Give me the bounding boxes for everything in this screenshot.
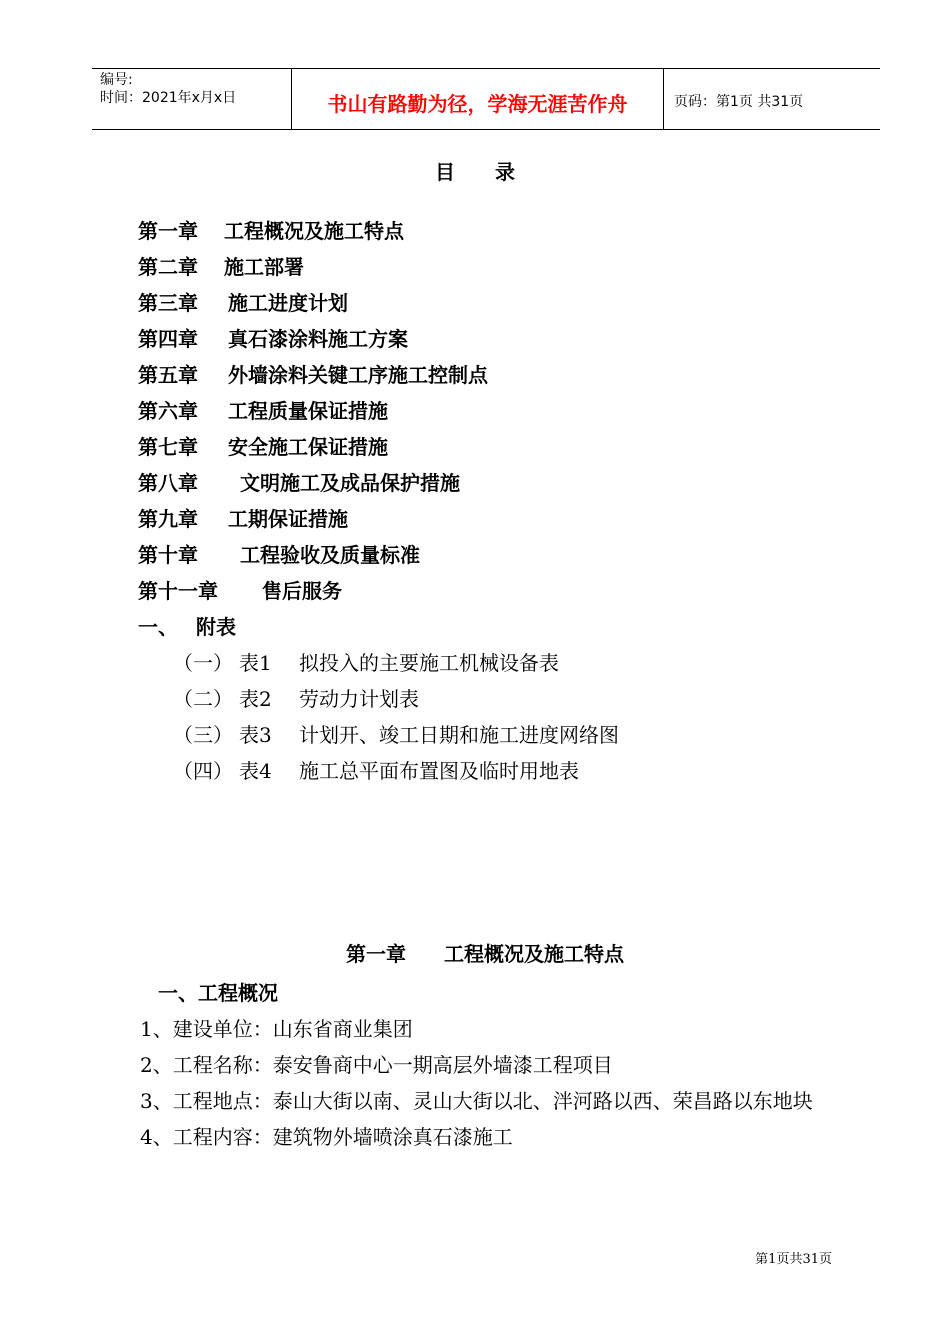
- toc-chapter-3: [138, 285, 858, 321]
- table-of-contents: [138, 213, 858, 789]
- chapter-title: 工程概况及施工特点: [444, 942, 624, 966]
- header-meta: [92, 69, 292, 129]
- toc-chapter-title: 附表: [196, 615, 236, 639]
- toc-chapter-1: [138, 213, 858, 249]
- toc-chapter-number: 第四章: [138, 327, 198, 351]
- appendix-number: （二）: [173, 687, 233, 711]
- toc-chapter-2: [138, 249, 858, 285]
- appendix-title: 劳动力计划表: [299, 687, 419, 711]
- page-header: [92, 68, 880, 130]
- toc-chapter-8: [138, 465, 858, 501]
- appendix-table-label: 表4: [239, 759, 272, 783]
- appendix-title: 计划开、竣工日期和施工进度网络图: [299, 723, 619, 747]
- toc-title: 目录: [435, 160, 555, 184]
- toc-chapter-6: [138, 393, 858, 429]
- overview-item: 2、工程名称：泰安鲁商中心一期高层外墙漆工程项目: [140, 1053, 613, 1077]
- chapter-heading: [0, 938, 950, 967]
- toc-appendix-item-1: [138, 645, 858, 681]
- toc-chapter-title: 施工进度计划: [228, 291, 348, 315]
- toc-chapter-number: 第十一章: [138, 579, 218, 603]
- toc-chapter-5: [138, 357, 858, 393]
- appendix-title: 施工总平面布置图及临时用地表: [299, 759, 579, 783]
- toc-chapter-title: 安全施工保证措施: [228, 435, 388, 459]
- toc-chapter-9: [138, 501, 858, 537]
- toc-appendix-item-2: [138, 681, 858, 717]
- toc-appendix-item-3: [138, 717, 858, 753]
- toc-chapter-number: 一、: [138, 615, 178, 639]
- toc-chapter-title: 施工部署: [224, 255, 304, 279]
- project-overview: [140, 1011, 840, 1155]
- toc-chapter-number: 第十章: [138, 543, 198, 567]
- appendix-number: （一）: [173, 651, 233, 675]
- overview-item: 1、建设单位：山东省商业集团: [140, 1017, 413, 1041]
- toc-chapter-title: 工程质量保证措施: [228, 399, 388, 423]
- toc-chapter-11: [138, 573, 858, 609]
- toc-chapter-number: 第五章: [138, 363, 198, 387]
- appendix-number: （三）: [173, 723, 233, 747]
- page-footer: 第1页共31页: [755, 1252, 832, 1267]
- toc-chapter-4: [138, 321, 858, 357]
- code-label: 编号:: [100, 72, 133, 88]
- header-page-info: 页码：第1页 共31页: [674, 94, 804, 110]
- toc-chapter-number: 第七章: [138, 435, 198, 459]
- toc-chapter-7: [138, 429, 858, 465]
- toc-chapter-title: 工程概况及施工特点: [224, 219, 404, 243]
- time-label: 时间：2021年x月x日: [100, 90, 237, 106]
- appendix-table-label: 表2: [239, 687, 272, 711]
- appendix-table-label: 表3: [239, 723, 272, 747]
- overview-item: 3、工程地点：泰山大街以南、灵山大街以北、泮河路以西、荣昌路以东地块: [140, 1089, 813, 1113]
- toc-chapter-title: 外墙涂料关键工序施工控制点: [228, 363, 488, 387]
- section-heading: 一、工程概况: [158, 981, 278, 1005]
- overview-item: 4、工程内容：建筑物外墙喷涂真石漆施工: [140, 1125, 513, 1149]
- appendix-number: （四）: [173, 759, 233, 783]
- appendix-title: 拟投入的主要施工机械设备表: [299, 651, 559, 675]
- toc-chapter-title: 工程验收及质量标准: [240, 543, 420, 567]
- toc-chapter-number: 第九章: [138, 507, 198, 531]
- toc-chapter-title: 售后服务: [262, 579, 342, 603]
- toc-appendix-item-4: [138, 753, 858, 789]
- appendix-table-label: 表1: [239, 651, 272, 675]
- chapter-number: 第一章: [346, 942, 406, 966]
- toc-chapter-number: 第三章: [138, 291, 198, 315]
- header-motto: 书山有路勤为径，学海无涯苦作舟: [292, 69, 664, 129]
- toc-chapter-number: 第六章: [138, 399, 198, 423]
- toc-chapter-title: 工期保证措施: [228, 507, 348, 531]
- toc-appendix-heading: [138, 609, 858, 645]
- toc-chapter-10: [138, 537, 858, 573]
- toc-chapter-title: 文明施工及成品保护措施: [240, 471, 460, 495]
- toc-chapter-number: 第二章: [138, 255, 198, 279]
- toc-chapter-title: 真石漆涂料施工方案: [228, 327, 408, 351]
- toc-chapter-number: 第八章: [138, 471, 198, 495]
- toc-chapter-number: 第一章: [138, 219, 198, 243]
